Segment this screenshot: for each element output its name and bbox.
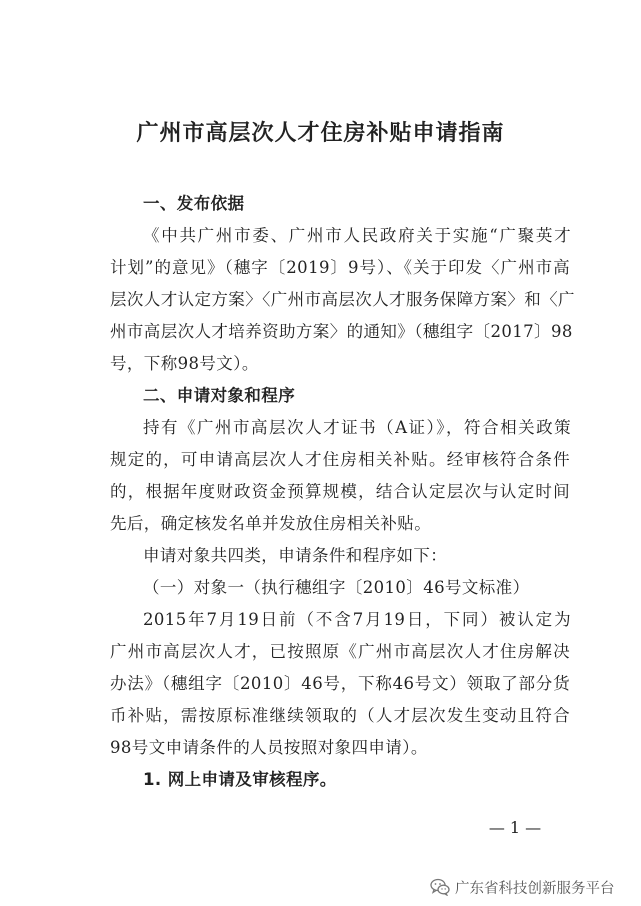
item-heading-1: 1. 网上申请及审核程序。 [143, 770, 337, 789]
paragraph-line: 98号文申请条件的人员按照对象四申请）。 [110, 738, 428, 757]
watermark-text: 广东省科技创新服务平台 [455, 880, 615, 897]
paragraph-line: 币补贴，需按原标准继续领取的（人才层次发生变动且符合 [110, 706, 570, 725]
wechat-icon [430, 878, 450, 896]
paragraph-line: 层次人才认定方案〉〈广州市高层次人才服务保障方案〉和〈广 [110, 290, 575, 309]
paragraph-line: 2015年7月19日前（不含7月19日，下同）被认定为 [143, 610, 571, 629]
paragraph-line: 广州市高层次人才，已按照原《广州市高层次人才住房解决 [110, 642, 570, 661]
subsection-heading-1: （一）对象一（执行穗组字〔2010〕46号文标准） [143, 578, 530, 597]
section-heading-2: 二、申请对象和程序 [143, 386, 296, 405]
paragraph-line: 计划”的意见》（穗字〔2019〕9号）、《关于印发〈广州市高 [110, 258, 570, 277]
document-title: 广州市高层次人才住房补贴申请指南 [136, 121, 505, 146]
page-number: — 1 — [488, 818, 542, 837]
paragraph-line: 的，根据年度财政资金预算规模，结合认定层次与认定时间 [110, 482, 570, 501]
paragraph-line: 申请对象共四类，申请条件和程序如下： [143, 546, 448, 565]
paragraph-line: 规定的，可申请高层次人才住房相关补贴。经审核符合条件 [110, 450, 570, 469]
paragraph-line: 号，下称98号文）。 [110, 354, 259, 373]
paragraph-line: 《中共广州市委、广州市人民政府关于实施“广聚英才 [143, 226, 571, 245]
watermark [430, 876, 615, 898]
paragraph-line: 先后，确定核发名单并发放住房相关补贴。 [110, 514, 432, 533]
section-heading-1: 一、发布依据 [143, 194, 245, 213]
paragraph-line: 办法》（穗组字〔2010〕46号，下称46号文）领取了部分货 [110, 674, 570, 693]
paragraph-line: 持有《广州市高层次人才证书（A证）》，符合相关政策 [143, 418, 571, 437]
paragraph-line: 州市高层次人才培养资助方案〉的通知》（穗组字〔2017〕98 [110, 322, 573, 341]
